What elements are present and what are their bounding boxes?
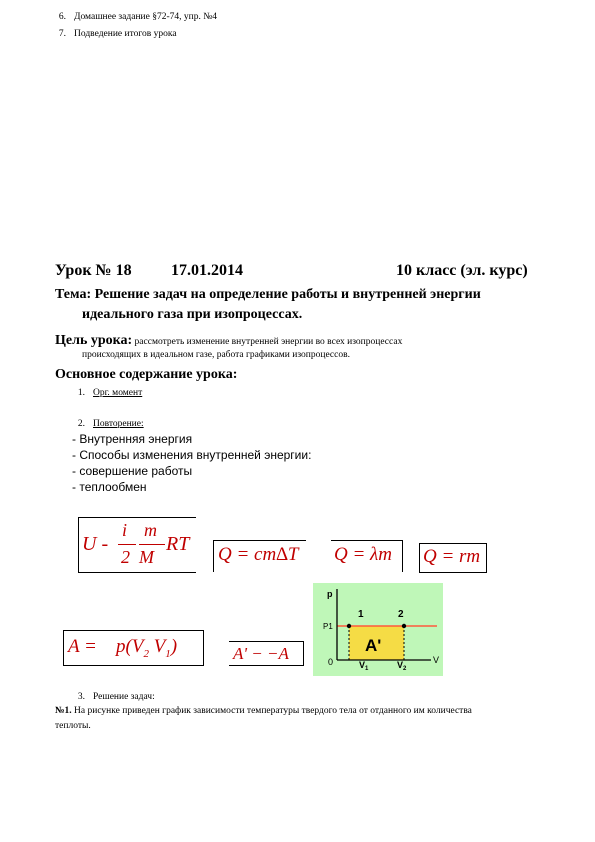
main-content-title: Основное содержание урока: — [55, 367, 238, 382]
list-number: 7. — [58, 29, 66, 39]
point-1-label: 1 — [358, 609, 364, 620]
list-text: Повторение: — [93, 419, 144, 429]
list-item-org — [67, 388, 142, 398]
list-number: 1. — [77, 388, 85, 398]
point-2-label: 2 — [398, 609, 404, 620]
goal-label: Цель урока: — [55, 333, 133, 348]
p1-label: P1 — [323, 622, 333, 631]
list-text: Домашнее задание §72-74, упр. №4 — [74, 12, 218, 22]
lesson-number: Урок № 18 — [55, 262, 132, 279]
problem-1-label: №1. — [55, 706, 72, 716]
list-text: Орг. момент — [93, 388, 143, 398]
list-text: Решение задач: — [93, 692, 155, 702]
repetition-line-3: - совершение работы — [72, 464, 193, 478]
list-text: Подведение итогов урока — [74, 29, 177, 39]
problem-1-text: На рисунке приведен график зависимости температуры твердого тела от отданного им количества — [71, 706, 472, 716]
problem-1-line-1 — [55, 706, 472, 716]
work-area-label: A' — [365, 636, 382, 655]
goal-text-1: рассмотреть изменение внутренней энергии во всех изопроцессах — [132, 337, 403, 347]
lesson-grade: 10 класс (эл. курс) — [396, 262, 528, 279]
list-number: 6. — [58, 12, 66, 22]
origin-label: 0 — [328, 657, 334, 667]
goal-text-2: происходящих в идеальном газе, работа графиками изопроцессов. — [82, 350, 350, 360]
x-axis-label: V — [433, 655, 440, 665]
pv-graph — [313, 583, 443, 676]
repetition-line-2: - Способы изменения внутренней энергии: — [72, 448, 312, 462]
y-axis-label: p — [327, 589, 333, 599]
goal-paragraph — [55, 331, 402, 349]
problem-1-line-2: теплоты. — [55, 721, 91, 731]
topic-line-1: Тема: Решение задач на определение работы и внутренней энергии — [55, 287, 481, 302]
point-2 — [402, 624, 406, 628]
v1-label: $V_1$ — [359, 660, 369, 672]
list-item-repetition — [67, 419, 144, 429]
list-item-6 — [48, 12, 217, 22]
list-number: 3. — [77, 692, 85, 702]
repetition-line-4: - теплообмен — [72, 480, 147, 494]
list-item-7 — [48, 29, 177, 39]
repetition-line-1: - Внутренняя энергия — [72, 432, 193, 446]
point-1 — [347, 624, 351, 628]
list-item-problems — [67, 692, 155, 702]
v2-label: $V_2$ — [397, 660, 407, 672]
topic-line-2: идеального газа при изопроцессах. — [82, 307, 303, 322]
lesson-date: 17.01.2014 — [171, 262, 243, 279]
list-number: 2. — [77, 419, 85, 429]
